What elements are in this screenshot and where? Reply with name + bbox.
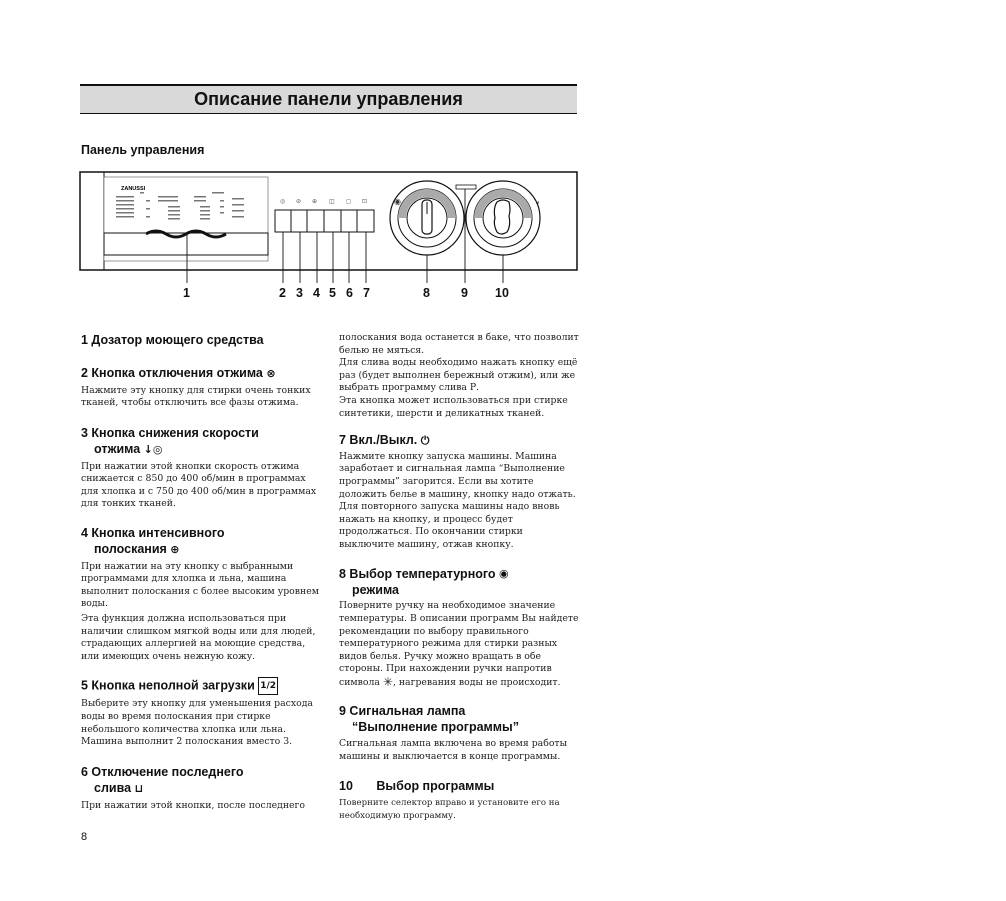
section-4-heading: 4 Кнопка интенсивного полоскания ⊕ <box>81 525 225 556</box>
section-9-heading: 9 Сигнальная лампа “Выполнение программы” <box>339 704 519 735</box>
callout-6: 6 <box>346 286 353 300</box>
callout-3: 3 <box>296 286 303 300</box>
section-6-text-right-3: Эта кнопка может использоваться при стирке синтетики, шерсти и деликатных тканей. <box>339 394 568 419</box>
section-2-heading: 2 Кнопка отключения отжима ⊗ <box>81 366 276 380</box>
callout-8: 8 <box>423 286 430 300</box>
no-heat-icon: ✳ <box>382 674 393 689</box>
svg-text:◻: ◻ <box>346 198 351 205</box>
callout-7: 7 <box>363 286 370 300</box>
on-off-icon: ⏻ <box>420 433 430 447</box>
half-load-icon: 1/2 <box>258 677 278 695</box>
control-panel-diagram <box>0 0 1006 300</box>
panel-subtitle: Панель управления <box>81 143 205 157</box>
section-10-heading: 10 Выбор программы <box>339 779 495 794</box>
temperature-knob <box>390 181 464 255</box>
right-column <box>339 332 579 823</box>
brand-logo: ZANUSSI <box>121 186 146 192</box>
detergent-drawer <box>104 233 268 255</box>
program-lamp <box>456 185 476 189</box>
section-5-text: Выберите эту кнопку для уменьшения расхода воды во время полоскания при стирке небольшого количества хлопка или льна. Машина выполнит 2 полоскания вместо 3. <box>81 698 313 748</box>
section-6-text-right-1: полоскания вода останется в баке, что позволит белью не мяться. <box>339 332 579 356</box>
section-5-heading: 5 Кнопка неполной загрузки 1/2 <box>81 677 321 695</box>
page-title: Описание панели управления <box>80 84 577 114</box>
section-9-text: Сигнальная лампа включена во время работы машины и выключается в конце программы. <box>339 738 567 762</box>
page-number: 8 <box>81 831 88 843</box>
section-2-text: Нажмите эту кнопку для стирки очень тонких тканей, чтобы отключить все фазы отжима. <box>81 384 311 409</box>
no-spin-icon: ⊗ <box>266 366 276 380</box>
svg-text:◫: ◫ <box>329 198 335 205</box>
svg-text:◎: ◎ <box>280 198 286 205</box>
section-8-heading: 8 Выбор температурного ◉ режима <box>339 566 509 598</box>
section-4-text-2: Эта функция должна использоваться при наличии слишком мягкой воды или для людей, страдающих аллергией на моющие средства, или имеющих очень нежную кожу. <box>81 613 316 662</box>
section-3-heading: 3 Кнопка снижения скорости отжима ↓◎ <box>81 425 259 456</box>
section-1-heading: 1 Дозатор моющего средства <box>81 333 264 347</box>
program-knob <box>466 181 540 255</box>
callout-9: 9 <box>461 286 468 300</box>
section-10-text: Поверните селектор вправо и установите его на необходимую программу. <box>339 798 560 822</box>
section-6-heading: 6 Отключение последнего слива ⊔ <box>81 764 244 795</box>
reduced-spin-icon: ↓◎ <box>143 442 163 456</box>
svg-text:⊘: ⊘ <box>296 198 302 205</box>
svg-text:⊕: ⊕ <box>312 198 318 205</box>
callout-10: 10 <box>495 286 509 300</box>
left-column <box>81 332 321 812</box>
extra-rinse-icon: ⊕ <box>170 542 180 556</box>
callout-5: 5 <box>329 286 336 300</box>
callout-1: 1 <box>183 286 190 300</box>
section-3-text: При нажатии этой кнопки скорость отжима снижается с 850 до 400 об/мин в программах для хлопка и с 750 до 400 об/мин в программах для тонких тканей. <box>81 460 317 510</box>
svg-text:↘: ↘ <box>533 197 540 206</box>
thermometer-icon: ◉ <box>499 567 509 581</box>
section-6-text-right-2: Для слива воды необходимо нажать кнопку ещё раз (будет выполнен бережный отжим), или же выбрать программу слива Р. <box>339 357 578 394</box>
section-4-text-1: При нажатии на эту кнопку с выбранными программами для хлопка и льна, машина выполнит полоскания с более высоким уровнем воды. <box>81 560 319 610</box>
callout-2: 2 <box>279 286 286 300</box>
rinse-hold-icon: ⊔ <box>134 781 144 795</box>
section-6-text-left: При нажатии этой кнопки, после последнего <box>81 799 306 811</box>
svg-text:◉: ◉ <box>394 197 401 206</box>
section-7-text: Нажмите кнопку запуска машины. Машина заработает и сигнальная лампа “Выполнение программы” загорится. Если вы хотите доложить белье в машину, кнопку надо отжать. Для повторного запуска машины надо вновь нажать на кнопку, и процесс будет продолжаться. По окончании стирки выключите машину, отжав кнопку. <box>339 450 576 551</box>
svg-text:⊡: ⊡ <box>362 198 368 205</box>
section-8-text: Поверните ручку на необходимое значение температуры. В описании программ Вы найдете рекомендации по выбору правильного температурного режима для стирки разных видов белья. Ручку можно вращать в обе стороны. При нахождении ручки напротив символа ✳, нагревания воды не происходит. <box>339 600 579 689</box>
callout-4: 4 <box>313 286 320 300</box>
section-7-heading: 7 Вкл./Выкл. ⏻ <box>339 433 430 448</box>
